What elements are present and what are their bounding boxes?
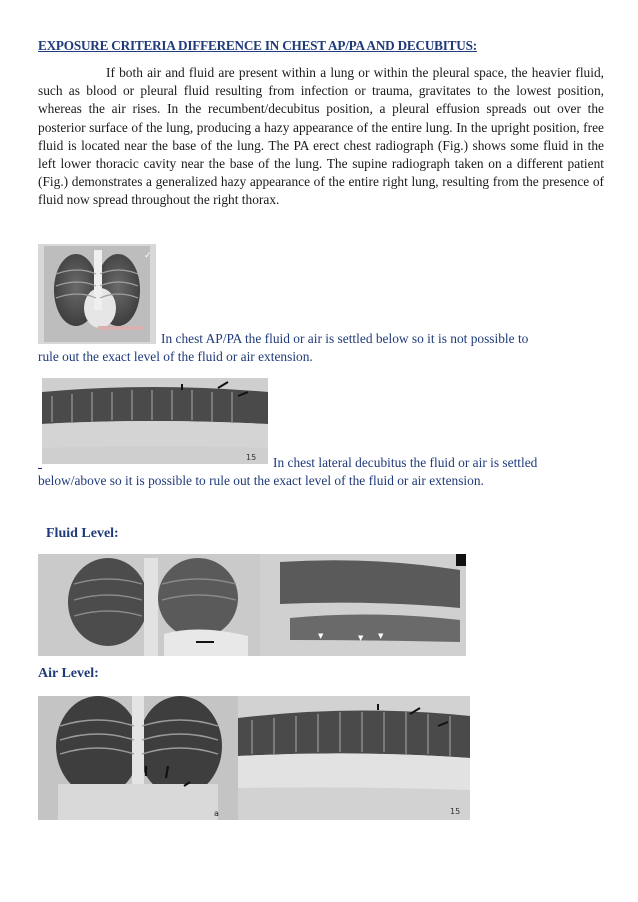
xray-marker: 15 <box>450 807 461 816</box>
air-level-label: Air Level: <box>38 666 99 681</box>
caption-underline-mark <box>38 468 42 469</box>
xray-marker: ✓ <box>144 251 152 261</box>
svg-text:▼: ▼ <box>378 632 384 640</box>
xray-marker: 15 <box>246 453 257 462</box>
caption-decub-line2: below/above so it is possible to rule out the exact level of the fluid or air extension. <box>38 473 484 488</box>
fluid-level-label: Fluid Level: <box>46 526 119 541</box>
caption-ap-pa-line1: In chest AP/PA the fluid or air is settled below so it is not possible to <box>161 331 529 346</box>
page-heading: EXPOSURE CRITERIA DIFFERENCE IN CHEST AP/PA AND DECUBITUS: <box>38 38 477 53</box>
fluid-level-decubitus-xray <box>260 554 466 656</box>
caption-ap-pa-line2: rule out the exact level of the fluid or air extension. <box>38 349 313 364</box>
caption-decub-line1: In chest lateral decubitus the fluid or air is settled <box>273 455 538 470</box>
air-level-pa-xray <box>38 696 238 820</box>
air-level-decubitus-xray <box>238 696 470 820</box>
decubitus-chest-xray <box>42 378 268 464</box>
intro-paragraph-text: If both air and fluid are present within a lung or within the pleural space, the heavier fluid, such as blood or pleural fluid resulting from infection or trauma, gravitates to the lowest position, whereas the air rises. In the recumbent/decubitus position, a pleural effusion spreads out over the posterior surface of the lung, producing a hazy appearance of the entire lung. In the upright position, free fluid is located near the base of the lung. The PA erect chest radiograph (Fig.) shows some fluid in the left lower thoracic cavity near the base of the lung. The supine radiograph taken on a different patient (Fig.) demonstrates a generalized hazy appearance of the entire right lung, resulting from the presence of fluid now spread throughout the right thorax. <box>38 65 604 208</box>
svg-text:▼: ▼ <box>358 634 364 642</box>
pa-erect-chest-xray <box>38 244 156 344</box>
svg-text:▼: ▼ <box>318 632 324 640</box>
xray-marker: a <box>214 809 219 818</box>
intro-paragraph <box>38 64 604 210</box>
fluid-level-pa-xray <box>38 554 260 656</box>
